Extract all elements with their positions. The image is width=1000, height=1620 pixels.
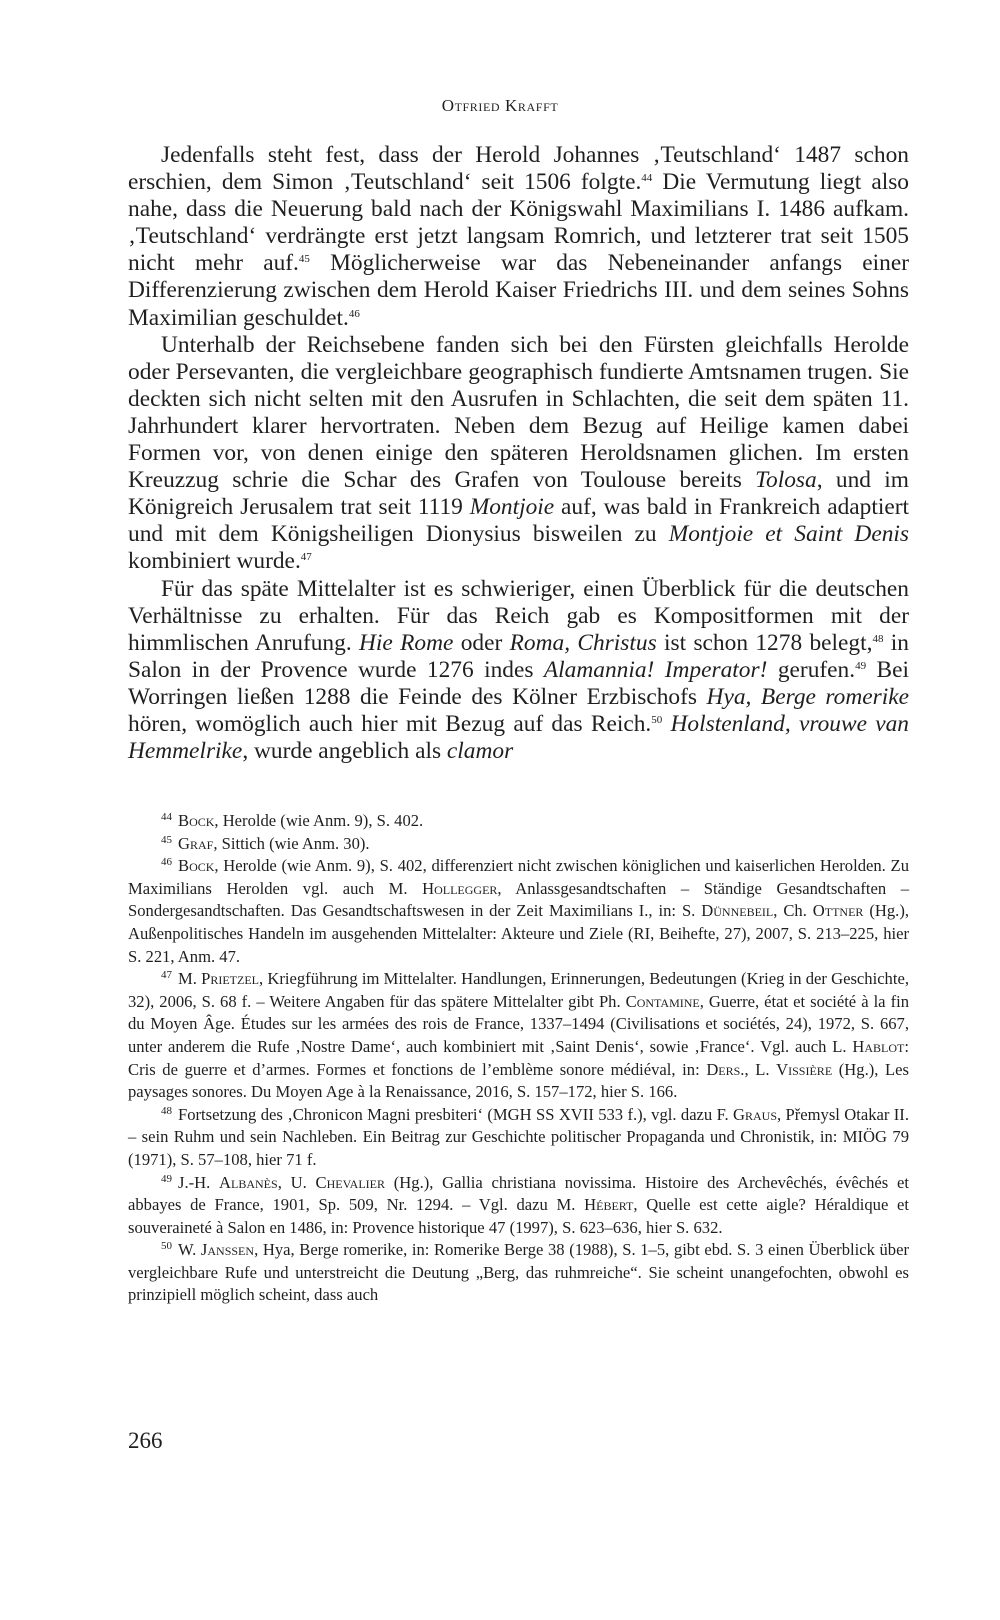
italic-text: Montjoie: [469, 494, 555, 521]
text-run: Unterhalb der Reichsebene fanden sich bei den Fürsten gleichfalls Herolde oder Persevanten, die vergleichbare geographisch fundierte Amtsnamen trugen. Sie deckten sich nicht selten mit den Ausrufen in Schlachten, die seit dem späten 11. Jahrhundert klarer hervortraten. Neben dem Bezug auf Heilige kamen dabei Formen vor, von denen einige den späteren Heroldsnamen glichen. Im ersten Kreuzzug schrie die Schar des Grafen von Toulouse bereits: [128, 331, 909, 494]
footnote-marker: 46: [348, 307, 360, 320]
author-name: Vissière: [776, 1059, 833, 1079]
footnote: [128, 855, 909, 968]
author-name: Hébert: [584, 1195, 634, 1215]
footnote: [128, 833, 909, 856]
author-name: Graf: [178, 833, 214, 853]
author-name: Chevalier: [315, 1172, 386, 1192]
footnote-marker: 45: [298, 253, 310, 266]
footnote: [128, 1172, 909, 1240]
text-run: , wurde angeblich als: [242, 738, 447, 765]
footnote-text: , Anlassgesandtschaften – Ständige Gesandtschaften – Sondergesandtschaften. Das Gesandtschaftswesen in der Zeit Maximilians I., in: S.: [128, 878, 909, 921]
footnote-text: M.: [178, 969, 202, 989]
footnote-text: , U.: [277, 1172, 316, 1192]
text-run: in Salon in der Provence wurde 1276 indes: [128, 629, 909, 683]
footnote-marker: 50: [651, 713, 663, 726]
body-paragraph: [128, 142, 909, 332]
footnote-number: 44: [161, 811, 172, 823]
footnote-text: (Hg.), Gallia christiana novissima. Histoire des Archevêchés, évêchés et abbayes de France, 1901, Sp. 509, Nr. 1294. – Vgl. dazu M.: [128, 1172, 909, 1215]
author-name: Bock: [178, 856, 215, 876]
author-name: Ottner: [812, 901, 864, 921]
footnote-text: (Hg.), Außenpolitisches Handeln im ausgehenden Mittelalter: Akteure und Ziele (RI, Beihefte, 27), 2007, S. 213–225, hier S. 221, Anm. 47.: [128, 901, 909, 966]
footnote-number: 49: [161, 1172, 172, 1185]
footnote-marker: 44: [641, 172, 653, 185]
footnote-text: , Ch.: [773, 901, 813, 921]
footnotes: [128, 810, 909, 1307]
author-name: Hablot: [852, 1036, 905, 1056]
footnote-text: , Guerre, état et société à la fin du Moyen Âge. Études sur les armées des rois de France, 1337–1494 (Civilisations et sociétés, 24), 1972, S. 667, unter anderem die Rufe ‚Nostre Dame‘, auch kombiniert mit ‚Saint Denis‘, sowie ‚France‘. Vgl. auch L.: [128, 991, 910, 1056]
running-head: Otfried Krafft: [441, 96, 559, 115]
text-run: , und im Königreich Jerusalem trat seit 1119: [128, 467, 909, 521]
italic-text: Tolosa: [755, 467, 817, 494]
main-text: [128, 142, 909, 765]
page-number: 266: [128, 1428, 163, 1453]
footnote-text: (Hg.), Les paysages sonores. Du Moyen Age à la Renaissance, 2016, S. 157–172, hier S. 166.: [128, 1059, 910, 1102]
footnote: [128, 1104, 909, 1172]
text-run: hören, womöglich auch hier mit Bezug auf das Reich.: [128, 710, 652, 737]
text-run: Jedenfalls steht fest, dass der Herold Johannes ‚Teutschland‘ 1487 schon erschien, dem Simon ‚Teutschland‘ seit 1506 folgte.: [128, 142, 909, 196]
text-run: Für das späte Mittelalter ist es schwieriger, einen Überblick für die deutschen Verhältnisse zu erhalten. Für das Reich gab es Kompositformen mit der himmlischen Anrufung.: [128, 575, 909, 656]
text-run: oder: [453, 629, 510, 656]
footnote-text: , Kriegführung im Mittelalter. Handlungen, Erinnerungen, Bedeutungen (Krieg in der Geschichte, 32), 2006, S. 68 f. – Weitere Angaben für das spätere Mittelalter gibt Ph.: [128, 969, 909, 1011]
footnote-marker: 48: [872, 632, 884, 645]
footnote: [128, 968, 909, 1104]
text-run: [662, 711, 670, 737]
body-paragraph: [128, 576, 909, 766]
text-run: kombiniert wurde.: [128, 548, 301, 575]
footnote-text: Fortsetzung des ‚Chronicon Magni presbiteri‘ (MGH SS XVII 533 f.), vgl. dazu F.: [178, 1104, 733, 1124]
italic-text: Holstenland, vrouwe van Hemmelrike: [128, 710, 909, 765]
footnote: [128, 1239, 909, 1307]
author-name: Ders.: [706, 1059, 745, 1079]
footnote-text: , Quelle est cette aigle? Héraldique et souveraineté à Salon en 1486, in: Provence historique 47 (1997), S. 623–636, hier S. 632.: [128, 1195, 909, 1237]
footnote-text: , Sittich (wie Anm. 30).: [213, 833, 370, 853]
italic-text: clamor: [446, 738, 514, 765]
text-run: Die Vermutung liegt also nahe, dass die Neuerung bald nach der Königswahl Maximilians I. 1486 aufkam. ‚Teutschland‘ verdrängte erst jetzt langsam Romrich, und letzterer trat seit 1505 nicht mehr auf.: [128, 169, 909, 277]
text-run: auf, was bald in Frankreich adaptiert und mit dem Königsheiligen Dionysius bisweilen zu: [128, 494, 910, 548]
author-name: Albanès: [219, 1172, 278, 1192]
author-name: Graus: [733, 1104, 777, 1124]
body-paragraph: [128, 332, 909, 576]
italic-text: Roma, Christus: [509, 629, 657, 656]
italic-text: Alamannia! Imperator!: [543, 656, 768, 683]
footnote-text: , Herolde (wie Anm. 9), S. 402, differenziert nicht zwischen königlichen und kaiserlichen Herolden. Zu Maximilians Herolden vgl. auch M.: [128, 856, 909, 898]
footnote-text: W.: [178, 1240, 201, 1260]
footnote-number: 50: [161, 1240, 172, 1253]
author-name: Bock: [178, 811, 215, 830]
italic-text: Hie Rome: [359, 629, 454, 656]
author-name: Janssen: [200, 1240, 255, 1260]
footnote-text: J.-H.: [178, 1172, 220, 1192]
author-name: Prietzel: [201, 969, 260, 989]
footnote-text: , Herolde (wie Anm. 9), S. 402.: [214, 811, 424, 830]
footnote-number: 48: [161, 1104, 172, 1117]
text-run: ist schon 1278 belegt,: [656, 629, 873, 656]
footnote-number: 46: [161, 856, 172, 869]
author-name: Dünnebeil: [701, 901, 774, 921]
author-name: Hollegger: [422, 878, 498, 898]
text-run: Möglicherweise war das Nebeneinander anfangs einer Differenzierung zwischen dem Herold Kaiser Friedrichs III. und dem seines Sohns Maximilian geschuldet.: [128, 250, 910, 331]
text-run: Bei Worringen ließen 1288 die Feinde des Kölner Erzbischofs: [128, 656, 910, 710]
author-name: Contamine: [625, 991, 700, 1011]
footnote-text: : Cris de guerre et d’armes. Formes et fonctions de l’emblème sonore médiéval, in:: [128, 1036, 909, 1079]
text-run: gerufen.: [767, 656, 856, 683]
footnote-number: 47: [161, 969, 172, 982]
footnote-text: , Hya, Berge romerike, in: Romerike Berge 38 (1988), S. 1–5, gibt ebd. S. 3 einen Überblick über vergleichbare Rufe und unterstreicht die Deutung „Berg, das ruhmreiche“. Sie scheint unangefochten, obwohl es prinzipiell möglich scheint, dass auch: [128, 1240, 909, 1305]
footnote-number: 45: [161, 833, 172, 846]
footnote-text: , L.: [744, 1059, 777, 1079]
italic-text: Hya, Berge romerike: [706, 683, 910, 710]
footnote-marker: 47: [300, 551, 312, 564]
italic-text: Montjoie et Saint Denis: [668, 521, 909, 548]
footnote-marker: 49: [855, 659, 867, 672]
footnote-text: , Přemysl Otakar II. – sein Ruhm und sein Nachleben. Ein Beitrag zur Geschichte politischer Propaganda und Chronistik, in: MIÖG 79 (1971), S. 57–108, hier 71 f.: [128, 1104, 909, 1169]
footnote: [128, 810, 909, 833]
